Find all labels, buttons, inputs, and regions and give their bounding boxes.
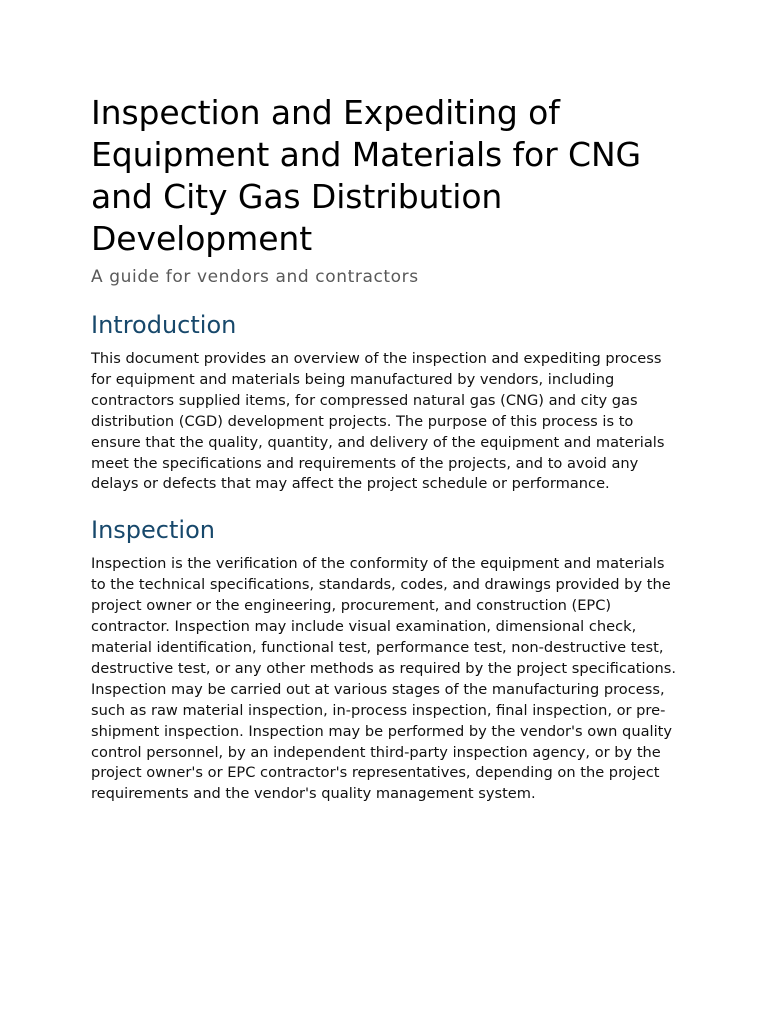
document-subtitle: A guide for vendors and contractors (91, 267, 419, 287)
section-body-inspection: Inspection is the verification of the conformity of the equipment and materials to the technical specifications, standards, codes, and drawings provided by the project owner or the engineering, procurement, and construction (EPC) contractor. Inspection may include visual examination, dimensional check, material identification, functional test, performance test, non-destructive test, destructive test, or any other methods as required by the project specifications. Inspection may be carried out at various stages of the manufacturing process, such as raw material inspection, in-process inspection, final inspection, or pre-shipment inspection. Inspection may be performed by the vendor's own quality control personnel, by an independent third-party inspection agency, or by the project owner's or EPC contractor's representatives, depending on the project requirements and the vendor's quality management system. (91, 555, 676, 803)
section-heading-inspection: Inspection (91, 516, 215, 545)
section-introduction (91, 310, 678, 495)
section-body-introduction: This document provides an overview of the inspection and expediting process for equipment and materials being manufactured by vendors, including contractors supplied items, for compressed natural gas (CNG) and city gas distribution (CGD) development projects. The purpose of this process is to ensure that the quality, quantity, and delivery of the equipment and materials meet the specifications and requirements of the projects, and to avoid any delays or defects that may affect the project schedule or performance. (91, 350, 665, 493)
section-heading-introduction: Introduction (91, 311, 237, 339)
document-title: Inspection and Expediting of Equipment and Materials for CNG and City Gas Distribution Development (91, 93, 642, 258)
section-inspection (91, 515, 678, 805)
